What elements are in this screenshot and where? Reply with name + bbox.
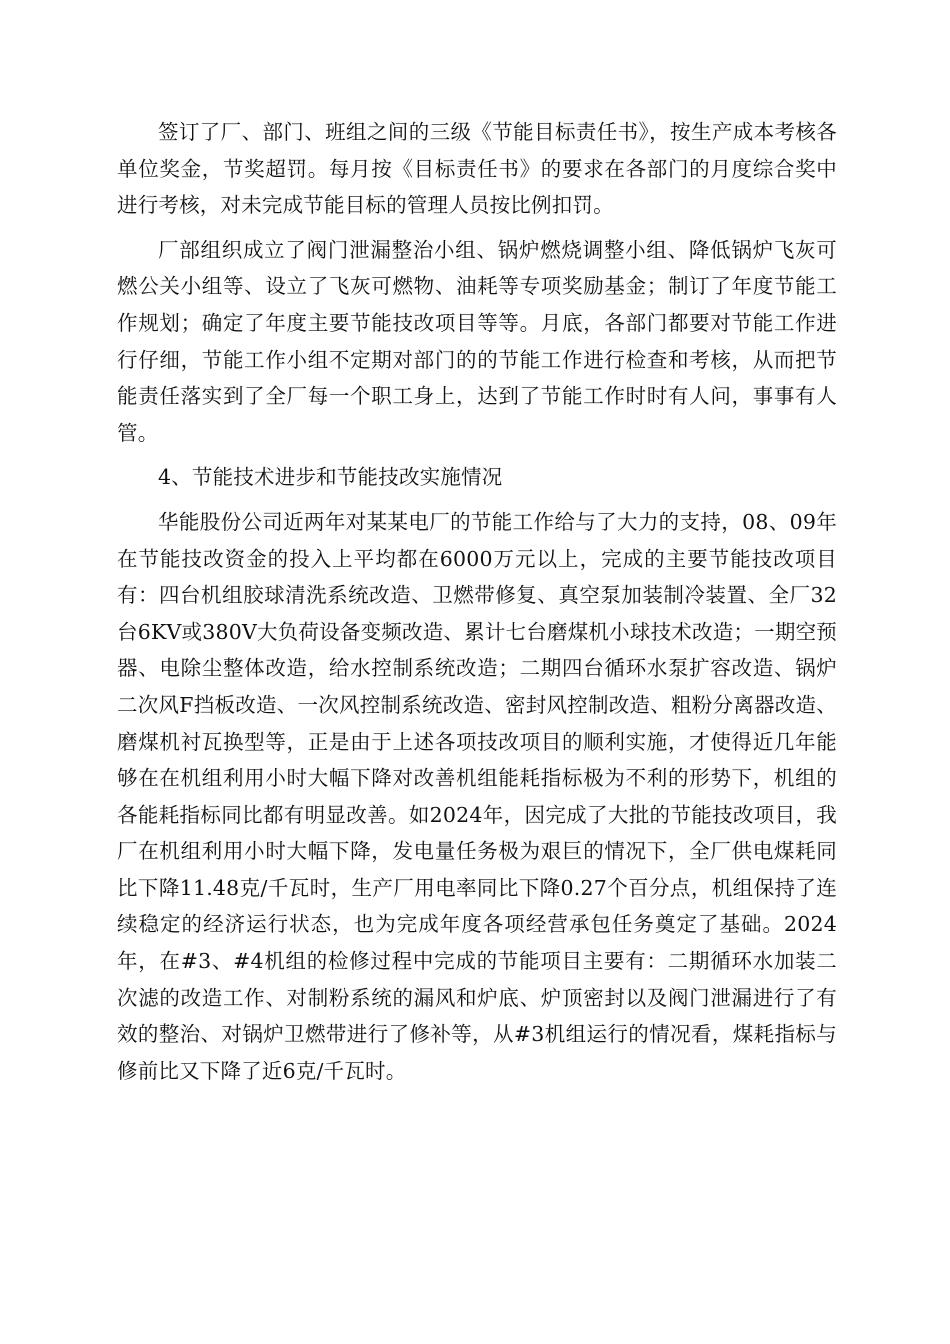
paragraph-organization: 厂部组织成立了阀门泄漏整治小组、锅炉燃烧调整小组、降低锅炉飞灰可燃公关小组等、设立了飞灰可燃物、油耗等专项奖励基金；制订了年度节能工作规划；确定了年度主要节能技改项目等等。月底，各部门都要对节能工作进行仔细，节能工作小组不定期对部门的的节能工作进行检查和考核，从而把节能责任落实到了全厂每一个职工身上，达到了节能工作时时有人问，事事有人管。 (117, 237, 837, 445)
paragraph-responsibility: 签订了厂、部门、班组之间的三级《节能目标责任书》，按生产成本考核各单位奖金，节奖超罚。每月按《目标责任书》的要求在各部门的月度综合奖中进行考核，对未完成节能目标的管理人员按比例扣罚。 (117, 120, 837, 218)
paragraph-gap (117, 224, 837, 232)
paragraph-gap (117, 451, 837, 459)
paragraph-gap (117, 496, 837, 504)
paragraph-technical-progress: 华能股份公司近两年对某某电厂的节能工作给与了大力的支持，08、09年在节能技改资金的投入上平均都在6000万元以上，完成的主要节能技改项目有：四台机组胶球清洗系统改造、卫燃带修复、真空泵加装制冷装置、全厂32台6KV或380V大负荷设备变频改造、累计七台磨煤机小球技术改造；一期空预器、电除尘整体改造，给水控制系统改造；二期四台循环水泵扩容改造、锅炉二次风F挡板改造、一次风控制系统改造、密封风控制改造、粗粉分离器改造、磨煤机衬瓦换型等，正是由于上述各项技改项目的顺利实施，才使得近几年能够在在机组利用小时大幅下降对改善机组能耗指标极为不利的形势下，机组的各能耗指标同比都有明显改善。如2024年，因完成了大批的节能技改项目，我厂在机组利用小时大幅下降，发电量任务极为艰巨的情况下，全厂供电煤耗同比下降11.48克/千瓦时，生产厂用电率同比下降0.27个百分点，机组保持了连续稳定的经济运行状态，也为完成年度各项经营承包任务奠定了基础。2024年，在#3、#4机组的检修过程中完成的节能项目主要有：二期循环水加装二次滤的改造工作、对制粉系统的漏风和炉底、炉顶密封以及阀门泄漏进行了有效的整治、对锅炉卫燃带进行了修补等，从#3机组运行的情况看，煤耗指标与修前比又下降了近6克/千瓦时。 (117, 509, 837, 1083)
section-heading: 4、节能技术进步和节能技改实施情况 (158, 465, 503, 490)
document-page (117, 114, 837, 1089)
